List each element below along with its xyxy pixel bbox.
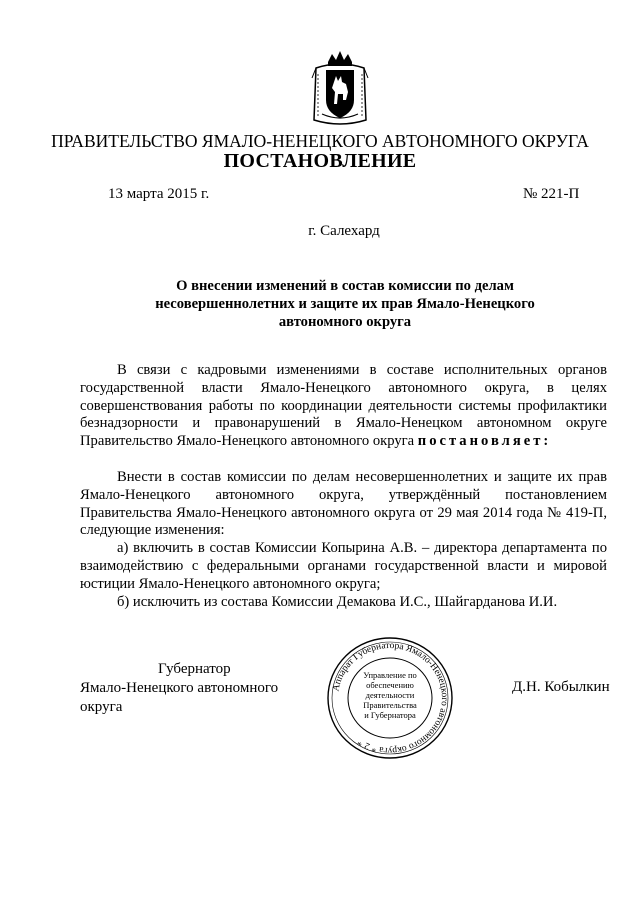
stamp-ring-text: Аппарат Губернатора Ямало-Ненецкого автономного округа * 2 * [331, 640, 450, 756]
signatory-title [80, 660, 320, 717]
title-line: несовершеннолетних и защите их прав Ямало-Ненецкого [155, 296, 535, 312]
list-item-a: а) включить в состав Комиссии Копырина А.В. – директора департамента по взаимодействию с федеральными органами государственной власти и мировой юстиции Ямало-Ненецкого автономного округа; [80, 540, 607, 592]
signatory-title-line: Губернатор [158, 661, 231, 677]
list-item-b: б) исключить из состава Комиссии Демакова И.С., Шайгарданова И.И. [117, 593, 558, 610]
document-title [130, 277, 560, 331]
title-line: автономного округа [278, 314, 412, 330]
preamble-text: В связи с кадровыми изменениями в составе исполнительных органов государственной власти Ямало-Ненецкого автономного округа, в целях совершенствования работы по координации деятельности системы профилактики безнадзорности и правонарушений в Ямало-Ненецком автономном округе Правительство Ямало-Ненецкого автономного округа [80, 362, 607, 450]
preamble-paragraph [80, 362, 607, 451]
document-city: г. Салехард [308, 223, 380, 239]
decision-section [80, 469, 607, 611]
signatory-name: Д.Н. Кобылкин [512, 679, 610, 695]
document-number: № 221-П [523, 186, 580, 202]
document-type: ПОСТАНОВЛЕНИЕ [223, 150, 417, 172]
coat-of-arms-icon [308, 48, 372, 128]
stamp-center-line: Управление по [363, 670, 417, 680]
decree-word: постановляет: [417, 433, 552, 450]
stamp-center-line: и Губернатора [364, 710, 416, 720]
government-name: ПРАВИТЕЛЬСТВО ЯМАЛО-НЕНЕЦКОГО АВТОНОМНОГО ОКРУГА [51, 131, 589, 151]
official-stamp-icon [326, 636, 454, 760]
stamp-center-line: обеспечению [366, 680, 414, 690]
decision-paragraph: Внести в состав комиссии по делам несовершеннолетних и защите их прав Ямало-Ненецкого автономного округа, утверждённый постановлением Правительства Ямало-Ненецкого автономного округа от 29 мая 2014 года № 419-П, следующие изменения: [80, 469, 607, 539]
stamp-center-line: Правительства [363, 700, 417, 710]
title-line: О внесении изменений в состав комиссии по делам [176, 278, 514, 294]
document-date: 13 марта 2015 г. [108, 186, 210, 202]
signatory-title-line: Ямало-Ненецкого автономного округа [80, 680, 279, 715]
stamp-center-line: деятельности [365, 690, 415, 700]
